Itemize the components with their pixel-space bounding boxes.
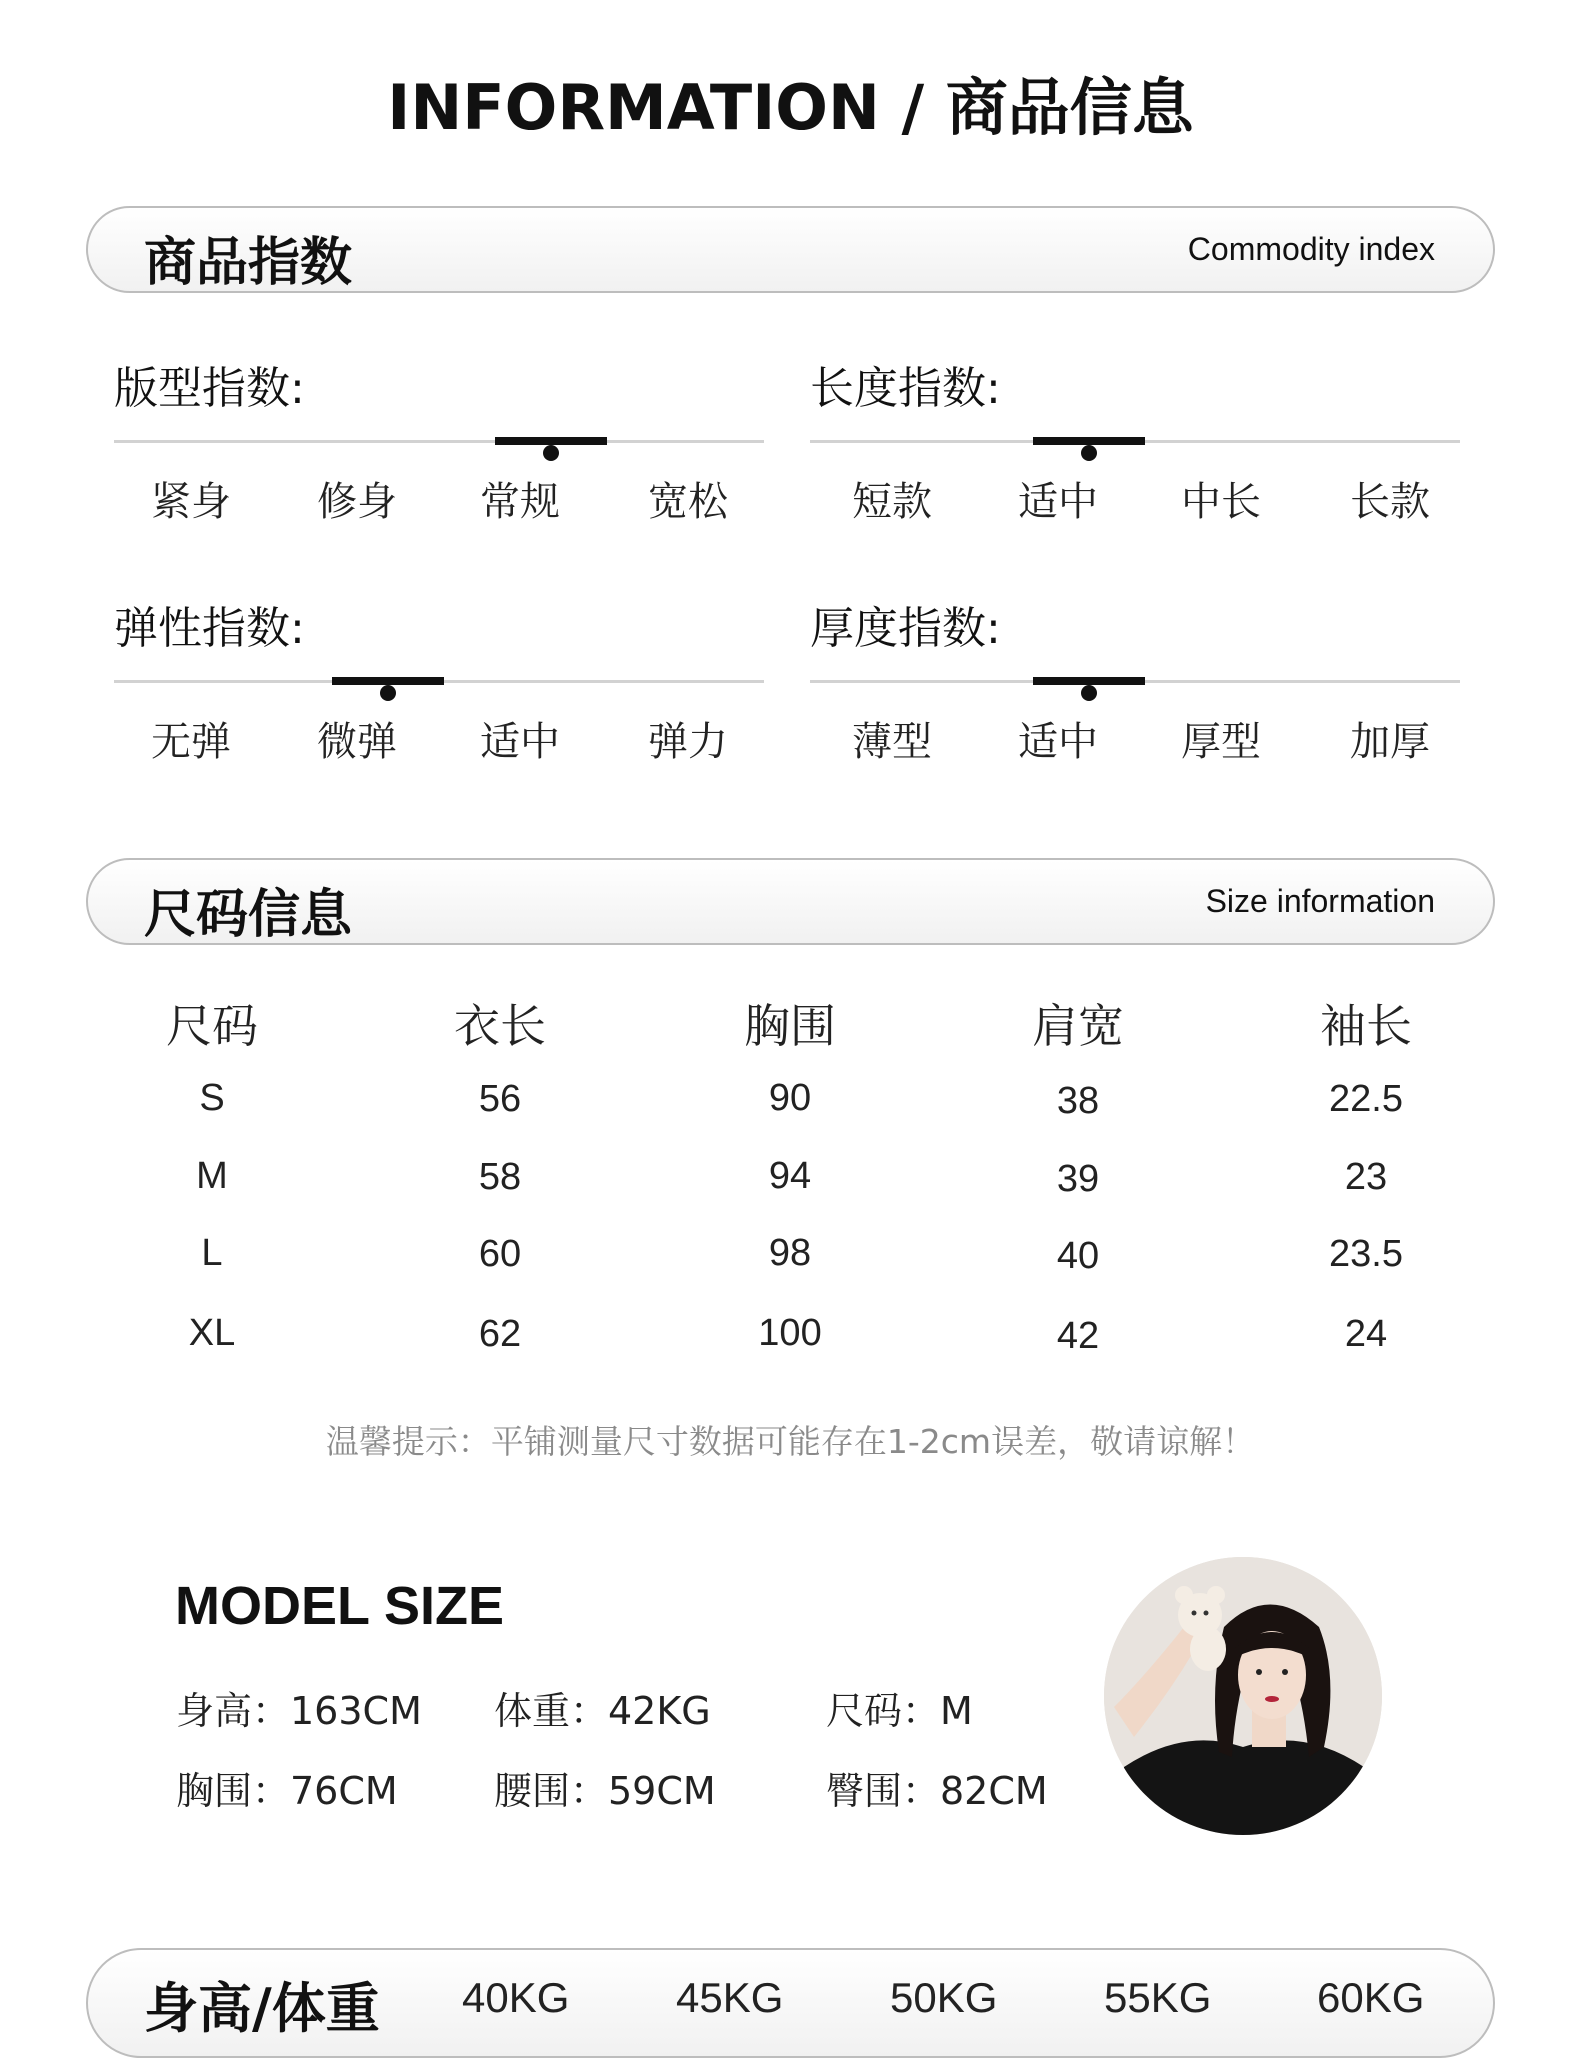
commodity-index-header (86, 206, 1495, 293)
fit-index-label: 版型指数: (114, 363, 305, 414)
size-cell: 22.5 (1329, 1078, 1403, 1120)
thickness-index (810, 592, 1460, 792)
length-index (810, 352, 1460, 552)
weight-option: 45KG (676, 1974, 784, 2021)
size-table-header: 胸围 (744, 999, 836, 1053)
length-option: 长款 (1350, 479, 1430, 525)
size-info-title: 尺码信息 (144, 885, 353, 945)
size-cell: L (201, 1232, 223, 1274)
weight-option: 60KG (1317, 1974, 1425, 2021)
thickness-option: 加厚 (1350, 719, 1430, 765)
size-table-header: 肩宽 (1032, 999, 1124, 1053)
model-size-title: MODEL SIZE (175, 1576, 505, 1636)
size-cell: 23 (1344, 1156, 1388, 1198)
size-cell: XL (188, 1312, 236, 1354)
thickness-option: 适中 (1018, 719, 1098, 765)
weight-option: 55KG (1104, 1974, 1212, 2021)
page-title: INFORMATION / 商品信息 (387, 71, 1194, 144)
size-cell: 40 (1056, 1235, 1100, 1277)
weight-option: 40KG (462, 1974, 570, 2021)
length-option: 适中 (1018, 479, 1098, 525)
model-bust: 胸围：76CM (176, 1769, 398, 1813)
length-option: 中长 (1181, 479, 1261, 525)
length-option: 短款 (852, 479, 932, 525)
fit-index-track (114, 440, 764, 443)
fit-option: 常规 (480, 479, 560, 525)
elasticity-option: 弹力 (648, 719, 728, 765)
height-weight-header (86, 1948, 1495, 2058)
elasticity-index (114, 592, 764, 792)
model-size: 尺码：M (826, 1689, 973, 1733)
thickness-index-marker (1033, 677, 1145, 685)
thickness-option: 厚型 (1181, 719, 1261, 765)
elasticity-option: 适中 (480, 719, 560, 765)
size-cell: 100 (758, 1312, 822, 1354)
elasticity-option: 微弹 (317, 719, 397, 765)
size-cell: 56 (478, 1078, 522, 1120)
measurement-tip: 温馨提示：平铺测量尺寸数据可能存在1-2cm误差，敬请谅解！ (325, 1422, 1256, 1461)
fit-option: 紧身 (151, 479, 231, 525)
size-table-header: 尺码 (166, 999, 258, 1053)
model-photo (1104, 1557, 1382, 1835)
model-weight: 体重：42KG (494, 1689, 711, 1733)
size-cell: 23.5 (1329, 1233, 1403, 1275)
length-index-marker (1033, 437, 1145, 445)
size-cell: 98 (768, 1232, 812, 1274)
size-info-header (86, 858, 1495, 945)
size-table-header: 衣长 (454, 999, 546, 1053)
elasticity-index-marker (332, 677, 444, 685)
elasticity-option: 无弹 (151, 719, 231, 765)
fit-index (114, 352, 764, 552)
model-waist: 腰围：59CM (494, 1769, 716, 1813)
size-table-header: 袖长 (1320, 999, 1412, 1053)
size-cell: 42 (1056, 1315, 1100, 1357)
fit-index-marker (495, 437, 607, 445)
commodity-index-title: 商品指数 (144, 233, 353, 293)
length-index-label: 长度指数: (810, 363, 1001, 414)
thickness-index-label: 厚度指数: (810, 603, 1001, 654)
fit-option: 宽松 (648, 479, 728, 525)
weight-option: 50KG (890, 1974, 998, 2021)
size-cell: 62 (478, 1313, 522, 1355)
size-cell: M (196, 1155, 228, 1197)
size-cell: 24 (1344, 1313, 1388, 1355)
model-portrait-icon (1104, 1557, 1382, 1835)
model-hip: 臀围：82CM (826, 1769, 1048, 1813)
size-info-subtitle: Size information (1205, 883, 1435, 919)
size-cell: 38 (1056, 1080, 1100, 1122)
size-cell: 58 (478, 1156, 522, 1198)
fit-option: 修身 (317, 479, 397, 525)
height-weight-title: 身高/体重 (144, 1977, 380, 2040)
size-cell: 90 (768, 1077, 812, 1119)
size-cell: S (199, 1077, 225, 1119)
elasticity-index-label: 弹性指数: (114, 603, 305, 654)
model-height: 身高：163CM (176, 1689, 422, 1733)
size-cell: 39 (1056, 1158, 1100, 1200)
commodity-index-subtitle: Commodity index (1187, 231, 1435, 267)
thickness-option: 薄型 (852, 719, 932, 765)
size-cell: 94 (768, 1155, 812, 1197)
size-cell: 60 (478, 1233, 522, 1275)
